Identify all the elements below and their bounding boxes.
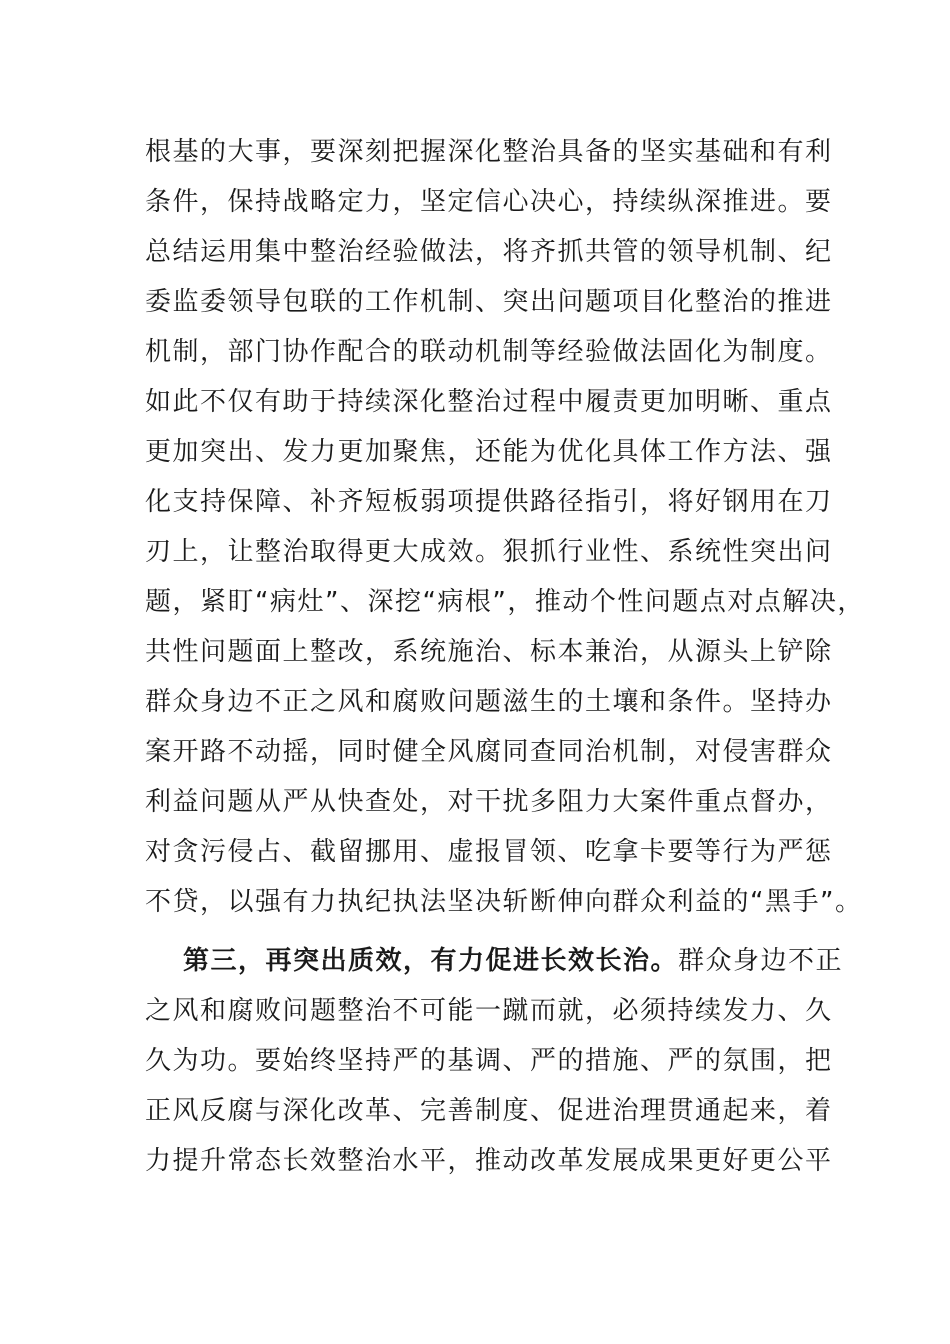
heading-line-text: 群众身边不正 [678,946,844,976]
text-line: 力提升常态长效整治水平，推动改革发展成果更好更公平 [145,1146,833,1176]
text-line: 化支持保障、补齐短板弱项提供路径指引，将好钢用在刀 [145,487,833,517]
text-line: 题，紧盯“病灶”、深挖“病根”，推动个性问题点对点解决， [145,587,865,617]
text-line: 刃上，让整治取得更大成效。狠抓行业性、系统性突出问 [145,537,833,567]
paragraph-spacer [145,927,807,936]
text-line: 群众身边不正之风和腐败问题滋生的土壤和条件。坚持办 [145,687,833,717]
text-line: 委监委领导包联的工作机制、突出问题项目化整治的推进 [145,287,833,317]
paragraph-2 [145,936,844,1186]
paragraph-first-line [145,936,844,986]
text-line: 案开路不动摇，同时健全风腐同查同治机制，对侵害群众 [145,737,833,767]
text-line: 更加突出、发力更加聚焦，还能为优化具体工作方法、强 [145,437,833,467]
text-line: 总结运用集中整治经验做法，将齐抓共管的领导机制、纪 [145,237,833,267]
text-line: 对贪污侵占、截留挪用、虚报冒领、吃拿卡要等行为严惩 [145,837,833,867]
paragraph-heading: 第三，再突出质效，有力促进长效长治。 [183,946,679,976]
text-line: 共性问题面上整改，系统施治、标本兼治，从源头上铲除 [145,637,833,667]
text-line: 机制，部门协作配合的联动机制等经验做法固化为制度。 [145,337,833,367]
text-line: 条件，保持战略定力，坚定信心决心，持续纵深推进。要 [145,187,833,217]
body-text [145,127,865,1186]
text-line: 之风和腐败问题整治不可能一蹴而就，必须持续发力、久 [145,996,833,1026]
paragraph-1 [145,127,865,927]
text-line: 根基的大事，要深刻把握深化整治具备的坚实基础和有利 [145,137,833,167]
text-line: 利益问题从严从快查处，对干扰多阻力大案件重点督办， [145,787,833,817]
text-line: 久为功。要始终坚持严的基调、严的措施、严的氛围，把 [145,1046,833,1076]
text-line: 不贷，以强有力执纪执法坚决斩断伸向群众利益的“黑手”。 [145,887,863,917]
text-line: 正风反腐与深化改革、完善制度、促进治理贯通起来，着 [145,1096,833,1126]
text-line: 如此不仅有助于持续深化整治过程中履责更加明晰、重点 [145,387,833,417]
